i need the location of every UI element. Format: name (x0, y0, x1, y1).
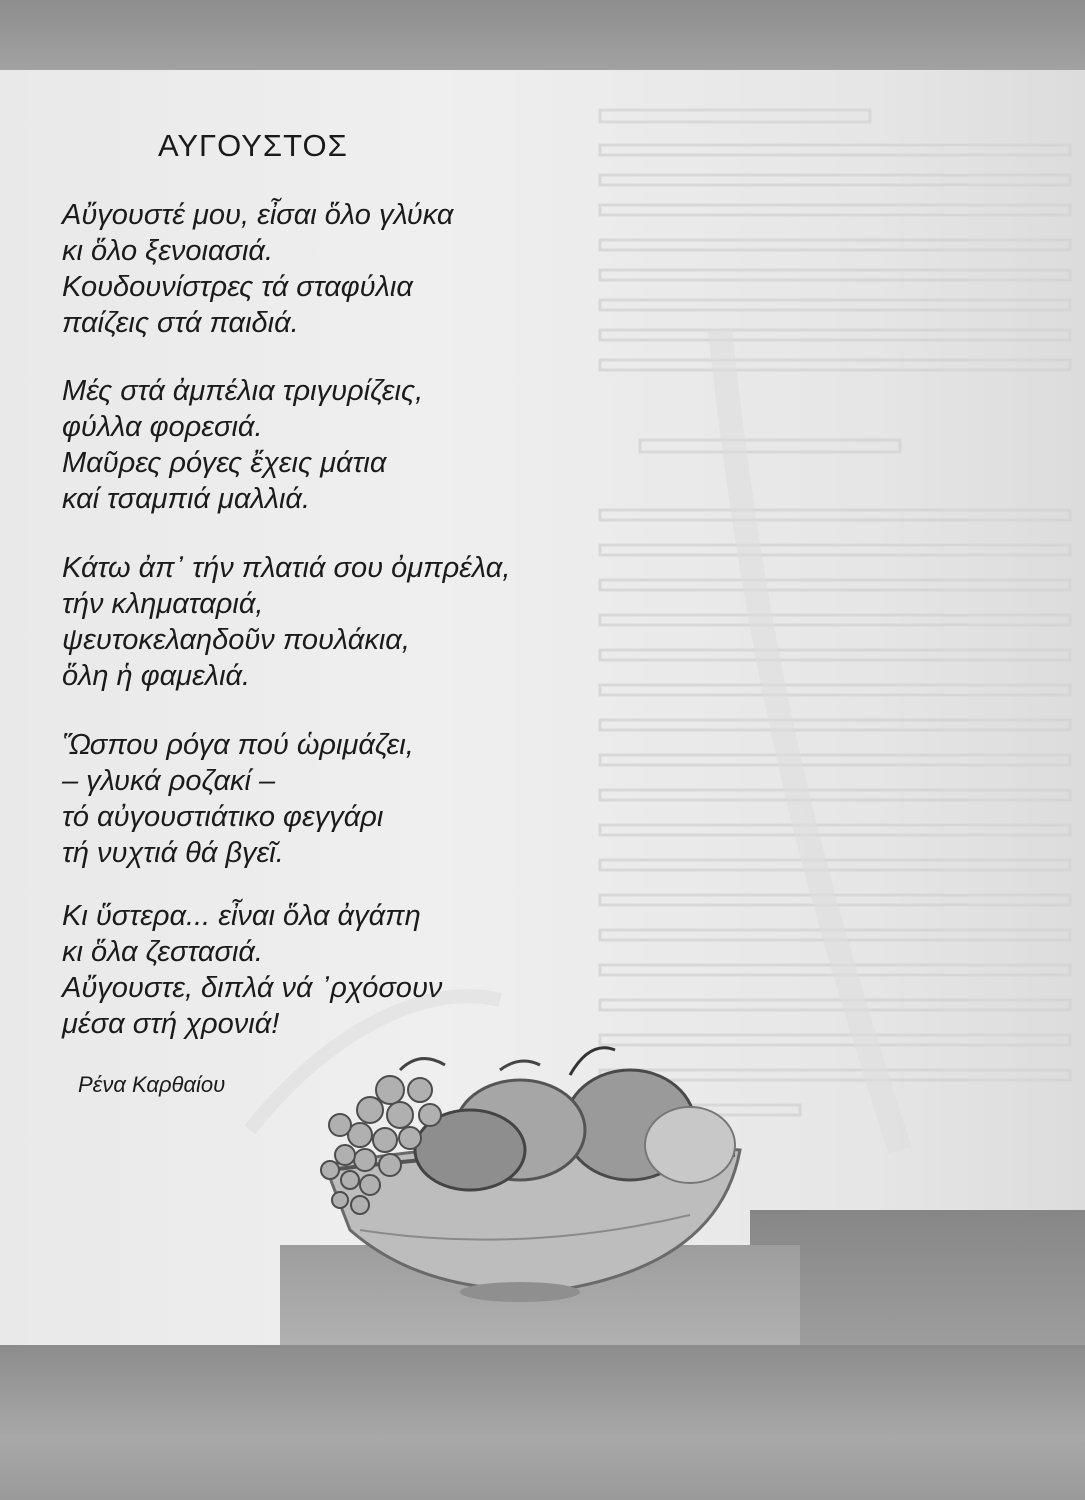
stanza-4 (62, 727, 622, 871)
poem-line: Μές στά ἀμπέλια τριγυρίζεις, (62, 375, 424, 407)
poem-line: Κουδουνίστρες τά σταφύλια (62, 271, 413, 303)
poem-line: ψευτοκελαηδοῦν πουλάκια, (62, 624, 410, 656)
poem-line: τό αὐγουστιάτικο φεγγάρι (62, 801, 384, 833)
poem-line: μέσα στή χρονιά! (62, 1008, 280, 1040)
photo-bottom-edge (0, 1345, 1085, 1500)
poem-line: Ὥσπου ρόγα πού ὡριμάζει, (62, 729, 414, 761)
stanza-5 (62, 898, 622, 1042)
stanza-1 (62, 197, 622, 341)
poem-line: κι ὅλο ξενοιασιά. (62, 235, 274, 267)
shadow-region (750, 1210, 1085, 1350)
poem-line: τήν κληματαριά, (62, 588, 264, 620)
poem-line: τή νυχτιά θά βγεῖ. (62, 837, 284, 869)
poem-line: Αὔγουστέ μου, εἶσαι ὅλο γλύκα (62, 199, 454, 231)
poem-line: Αὔγουστε, διπλά νά ᾽ρχόσουν (62, 972, 443, 1004)
poem-line: φύλλα φορεσιά. (62, 411, 263, 443)
poem-line: – γλυκά ροζακί – (62, 765, 276, 797)
stanza-3 (62, 550, 622, 694)
poem-line: κι ὅλα ζεστασιά. (62, 936, 263, 968)
poem-title: ΑΥΓΟΥΣΤΟΣ (158, 128, 348, 163)
poem-line: Κάτω ἀπ᾽ τήν πλατιά σου ὀμπρέλα, (62, 552, 511, 584)
poem-line: Κι ὕστερα... εἶναι ὅλα ἀγάπη (62, 900, 421, 932)
poem-line: παίζεις στά παιδιά. (62, 307, 299, 339)
fruit-bowl-illustration (270, 1030, 790, 1330)
poem-line: ὅλη ἡ φαμελιά. (62, 660, 251, 692)
stanza-2 (62, 373, 622, 517)
poem-line: καί τσαμπιά μαλλιά. (62, 483, 311, 515)
poem-line: Μαῦρες ρόγες ἔχεις μάτια (62, 447, 387, 479)
poem-author: Ρένα Καρθαίου (78, 1072, 226, 1097)
